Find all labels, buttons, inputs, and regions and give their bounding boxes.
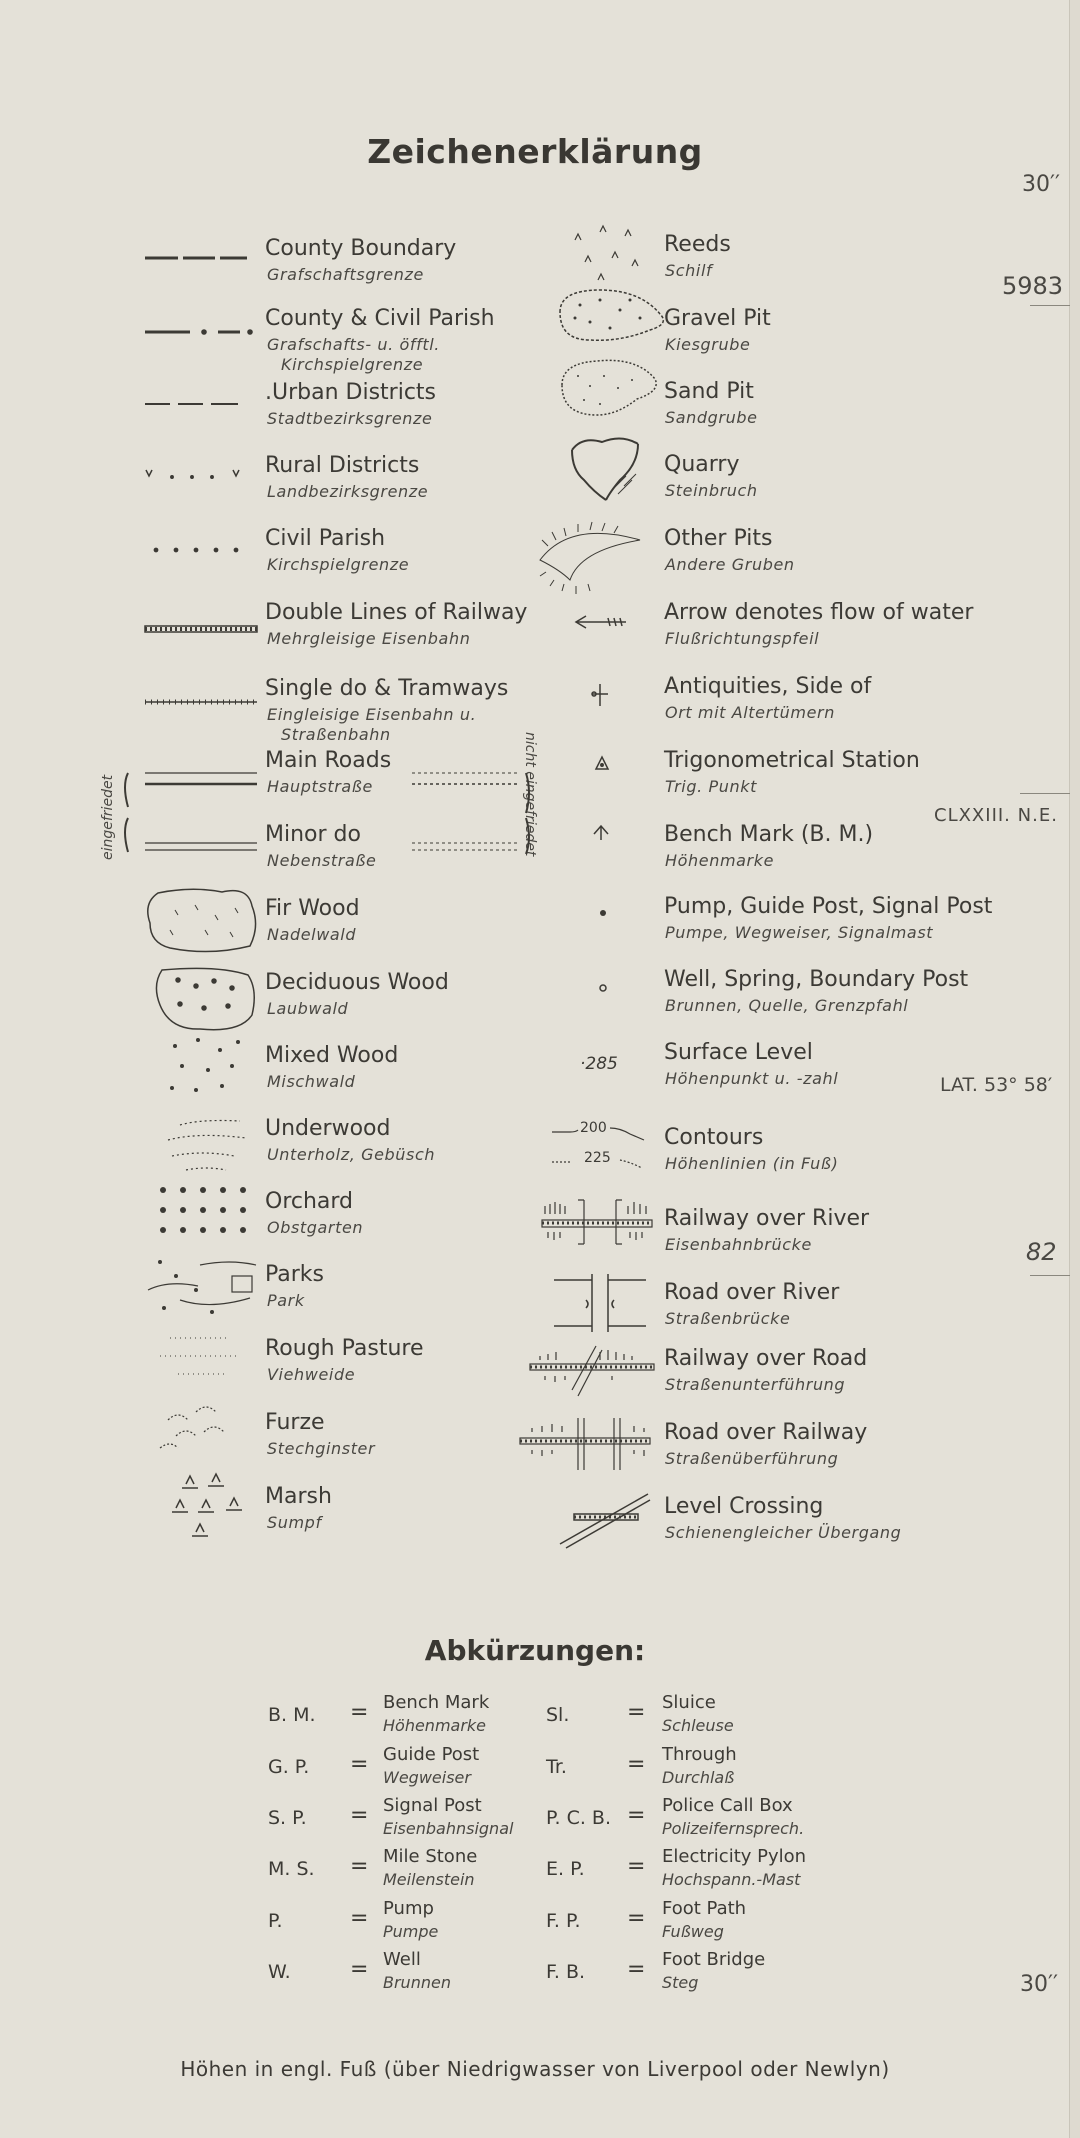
surface-level-sample: ·285: [580, 1054, 618, 1074]
legend-item-translation: Kirchspielgrenze: [267, 555, 410, 574]
abbr-key: G. P.: [268, 1756, 310, 1778]
legend-item-label: Civil Parish: [265, 526, 386, 551]
fir-wood-symbol: [148, 889, 256, 951]
abbr-key: B. M.: [268, 1704, 316, 1726]
abbr-key: Tr.: [546, 1756, 567, 1778]
legend-item-label: Reeds: [664, 232, 731, 257]
level-crossing-symbol: [560, 1494, 650, 1548]
margin-top-right: 30′′: [1022, 172, 1060, 197]
legend-item-label: Marsh: [265, 1484, 332, 1509]
legend-item-label: Main Roads: [265, 748, 392, 773]
abbr-meaning: Guide Post: [383, 1744, 480, 1765]
abbr-translation: Steg: [662, 1973, 699, 1992]
legend-item-label: Fir Wood: [265, 896, 360, 921]
abbr-equals: =: [350, 1854, 369, 1879]
legend-item-translation: Eingleisige Eisenbahn u.: [267, 705, 477, 724]
legend-item-label: Furze: [265, 1410, 325, 1435]
main-road-symbol: [125, 773, 529, 813]
legend-item-label: Minor do: [265, 822, 361, 847]
margin-number-mid: 82: [1026, 1238, 1057, 1266]
gravel-pit-symbol: [560, 290, 663, 340]
legend-item-label: Double Lines of Railway: [265, 600, 528, 625]
legend-item-translation: Hauptstraße: [267, 777, 373, 796]
legend-item-label: Well, Spring, Boundary Post: [664, 967, 969, 992]
reeds-symbol: [575, 226, 638, 280]
abbr-key: P.: [268, 1910, 283, 1932]
legend-item-translation: Obstgarten: [267, 1218, 364, 1237]
abbr-translation: Brunnen: [383, 1973, 451, 1992]
rural-districts-symbol: [146, 470, 239, 478]
legend-item-translation: Straßenbahn: [281, 725, 391, 744]
legend-item-label: County & Civil Parish: [265, 306, 495, 331]
legend-item-translation: Straßenüberführung: [665, 1449, 839, 1468]
antiquities-symbol: [592, 684, 608, 706]
legend-item-label: Sand Pit: [664, 379, 754, 404]
legend-item-label: Mixed Wood: [265, 1043, 399, 1068]
abbr-equals: =: [350, 1752, 369, 1777]
road-over-river-symbol: [554, 1274, 646, 1332]
abbr-key: W.: [268, 1961, 291, 1983]
legend-item-label: Antiquities, Side of: [664, 674, 872, 699]
underwood-symbol: [168, 1121, 246, 1171]
abbr-translation: Schleuse: [662, 1716, 734, 1735]
abbr-meaning: Well: [383, 1949, 421, 1970]
legend-item-translation: Landbezirksgrenze: [267, 482, 429, 501]
abbr-translation: Hochspann.-Mast: [662, 1870, 801, 1889]
legend-item-label: Parks: [265, 1262, 325, 1287]
legend-item-translation: Stadtbezirksgrenze: [267, 409, 433, 428]
legend-item-translation: Nebenstraße: [267, 851, 377, 870]
abbr-equals: =: [350, 1906, 369, 1931]
double-railway-symbol: [145, 626, 257, 632]
abbr-meaning: Bench Mark: [383, 1692, 490, 1713]
margin-bottom-right: 30′′: [1020, 1972, 1058, 1997]
abbr-equals: =: [350, 1803, 369, 1828]
bench-mark-symbol: [594, 826, 608, 840]
legend-item-label: Rural Districts: [265, 453, 420, 478]
abbr-key: E. P.: [546, 1858, 585, 1880]
legend-item-translation: Stechginster: [267, 1439, 376, 1458]
legend-item-label: Railway over River: [664, 1206, 870, 1231]
legend-item-label: Road over Railway: [664, 1420, 868, 1445]
legend-item-translation: Höhenpunkt u. -zahl: [665, 1069, 839, 1088]
legend-item-translation: Trig. Punkt: [665, 777, 757, 796]
abbr-meaning: Sluice: [662, 1692, 716, 1713]
contour-sample-225: 225: [584, 1150, 611, 1166]
margin-latitude: LAT. 53° 58′: [940, 1074, 1053, 1096]
legend-item-label: Contours: [664, 1125, 764, 1150]
abbr-translation: Höhenmarke: [383, 1716, 487, 1735]
legend-item-label: Deciduous Wood: [265, 970, 449, 995]
legend-item-translation: Mehrgleisige Eisenbahn: [267, 629, 471, 648]
legend-item-translation: Unterholz, Gebüsch: [267, 1145, 436, 1164]
abbr-equals: =: [350, 1957, 369, 1982]
legend-item-label: Arrow denotes flow of water: [664, 600, 974, 625]
sand-pit-symbol: [562, 360, 656, 415]
abbr-key: P. C. B.: [546, 1807, 611, 1829]
railway-over-river-symbol: [542, 1200, 652, 1244]
abbr-meaning: Pump: [383, 1898, 434, 1919]
flow-arrow-symbol: [576, 616, 626, 628]
abbr-meaning: Signal Post: [383, 1795, 482, 1816]
legend-item-label: Surface Level: [664, 1040, 813, 1065]
legend-item-translation: Straßenbrücke: [665, 1309, 791, 1328]
furze-symbol: [160, 1407, 224, 1448]
legend-item-translation: Nadelwald: [267, 925, 357, 944]
contour-sample-200: 200: [580, 1120, 607, 1136]
legend-item-label: Gravel Pit: [664, 306, 771, 331]
legend-item-label: Single do & Tramways: [265, 676, 509, 701]
legend-item-translation: Mischwald: [267, 1072, 356, 1091]
abbr-meaning: Foot Bridge: [662, 1949, 766, 1970]
legend-item-translation: Schilf: [665, 261, 713, 280]
abbr-equals: =: [627, 1957, 646, 1982]
legend-item-label: Level Crossing: [664, 1494, 824, 1519]
legend-title: Zeichenerklärung: [367, 132, 703, 171]
legend-item-label: County Boundary: [265, 236, 457, 261]
legend-item-translation: Höhenmarke: [665, 851, 775, 870]
legend-item-translation: Grafschaftsgrenze: [267, 265, 424, 284]
abbr-key: S. P.: [268, 1807, 307, 1829]
legend-item-label: Pump, Guide Post, Signal Post: [664, 894, 993, 919]
legend-item-label: Railway over Road: [664, 1346, 868, 1371]
legend-item-translation: Ort mit Altertümern: [665, 703, 835, 722]
sheet-edge: [1069, 0, 1080, 2138]
legend-item-label: Quarry: [664, 452, 740, 477]
legend-item-translation: Andere Gruben: [665, 555, 795, 574]
legend-item-label: Bench Mark (B. M.): [664, 822, 874, 847]
legend-item-translation: Straßenunterführung: [665, 1375, 846, 1394]
legend-item-translation: Brunnen, Quelle, Grenzpfahl: [665, 996, 909, 1015]
abbr-translation: Wegweiser: [383, 1768, 471, 1787]
abbr-key: M. S.: [268, 1858, 315, 1880]
footer-note: Höhen in engl. Fuß (über Niedrigwasser von Liverpool oder Newlyn): [180, 2057, 890, 2081]
abbr-key: Sl.: [546, 1704, 570, 1726]
civil-parish-symbol: [155, 549, 238, 552]
county-civil-parish-symbol: [145, 330, 252, 334]
legend-item-label: Other Pits: [664, 526, 773, 551]
legend-item-translation: Kirchspielgrenze: [281, 355, 424, 374]
legend-item-label: Orchard: [265, 1189, 354, 1214]
minor-road-symbol: [125, 818, 529, 854]
legend-item-translation: Laubwald: [267, 999, 349, 1018]
other-pits-symbol: [540, 522, 640, 594]
legend-item-translation: Eisenbahnbrücke: [665, 1235, 812, 1254]
abbr-translation: Meilenstein: [383, 1870, 475, 1889]
abbr-translation: Eisenbahnsignal: [383, 1819, 514, 1838]
legend-item-translation: Kiesgrube: [665, 335, 751, 354]
legend-item-label: Trigonometrical Station: [664, 748, 920, 773]
abbr-equals: =: [627, 1803, 646, 1828]
legend-item-translation: Schienengleicher Übergang: [665, 1523, 902, 1542]
legend-item-translation: Sumpf: [267, 1513, 322, 1532]
legend-item-translation: Grafschafts- u. öfftl.: [267, 335, 440, 354]
orchard-symbol: [160, 1187, 246, 1233]
abbr-translation: Polizeifernsprech.: [662, 1819, 805, 1838]
abbr-key: F. B.: [546, 1961, 586, 1983]
legend-item-translation: Sandgrube: [665, 408, 758, 427]
legend-item-translation: Park: [267, 1291, 305, 1310]
road-over-railway-symbol: [520, 1418, 650, 1470]
well-circle-symbol: [600, 985, 606, 991]
trig-station-symbol: [596, 757, 608, 769]
abbr-equals: =: [350, 1700, 369, 1725]
legend-item-translation: Flußrichtungspfeil: [665, 629, 820, 648]
legend-item-translation: Höhenlinien (in Fuß): [665, 1154, 839, 1173]
legend-item-translation: Steinbruch: [665, 481, 758, 500]
abbr-meaning: Through: [662, 1744, 737, 1765]
abbr-equals: =: [627, 1700, 646, 1725]
abbreviations-title: Abkürzungen:: [424, 1634, 646, 1667]
label-fenced: eingefriedet: [100, 774, 116, 860]
legend-item-label: Underwood: [265, 1116, 391, 1141]
marsh-symbol: [172, 1474, 242, 1536]
margin-reference: CLXXIII. N.E.: [934, 805, 1058, 826]
deciduous-wood-symbol: [156, 968, 254, 1029]
abbr-translation: Durchlaß: [662, 1768, 735, 1787]
abbr-equals: =: [627, 1854, 646, 1879]
abbr-meaning: Police Call Box: [662, 1795, 793, 1816]
abbr-key: F. P.: [546, 1910, 581, 1932]
abbr-meaning: Foot Path: [662, 1898, 747, 1919]
mixed-wood-symbol: [170, 1038, 240, 1092]
pump-dot-symbol: [600, 910, 606, 916]
legend-item-label: Rough Pasture: [265, 1336, 424, 1361]
abbr-translation: Pumpe: [383, 1922, 439, 1941]
abbr-translation: Fußweg: [662, 1922, 724, 1941]
parks-symbol: [148, 1260, 256, 1314]
legend-item-label: Road over River: [664, 1280, 840, 1305]
legend-item-translation: Pumpe, Wegweiser, Signalmast: [665, 923, 934, 942]
legend-item-label: .Urban Districts: [265, 380, 437, 405]
rough-pasture-symbol: [160, 1338, 240, 1374]
margin-number-top: 5983: [1002, 272, 1064, 300]
abbr-equals: =: [627, 1906, 646, 1931]
abbr-meaning: Electricity Pylon: [662, 1846, 807, 1867]
railway-over-road-symbol: [530, 1346, 654, 1396]
label-unfenced: nicht eingefriedet: [522, 732, 538, 857]
legend-item-translation: Viehweide: [267, 1365, 356, 1384]
abbr-equals: =: [627, 1752, 646, 1777]
quarry-symbol: [572, 438, 638, 500]
abbr-meaning: Mile Stone: [383, 1846, 478, 1867]
